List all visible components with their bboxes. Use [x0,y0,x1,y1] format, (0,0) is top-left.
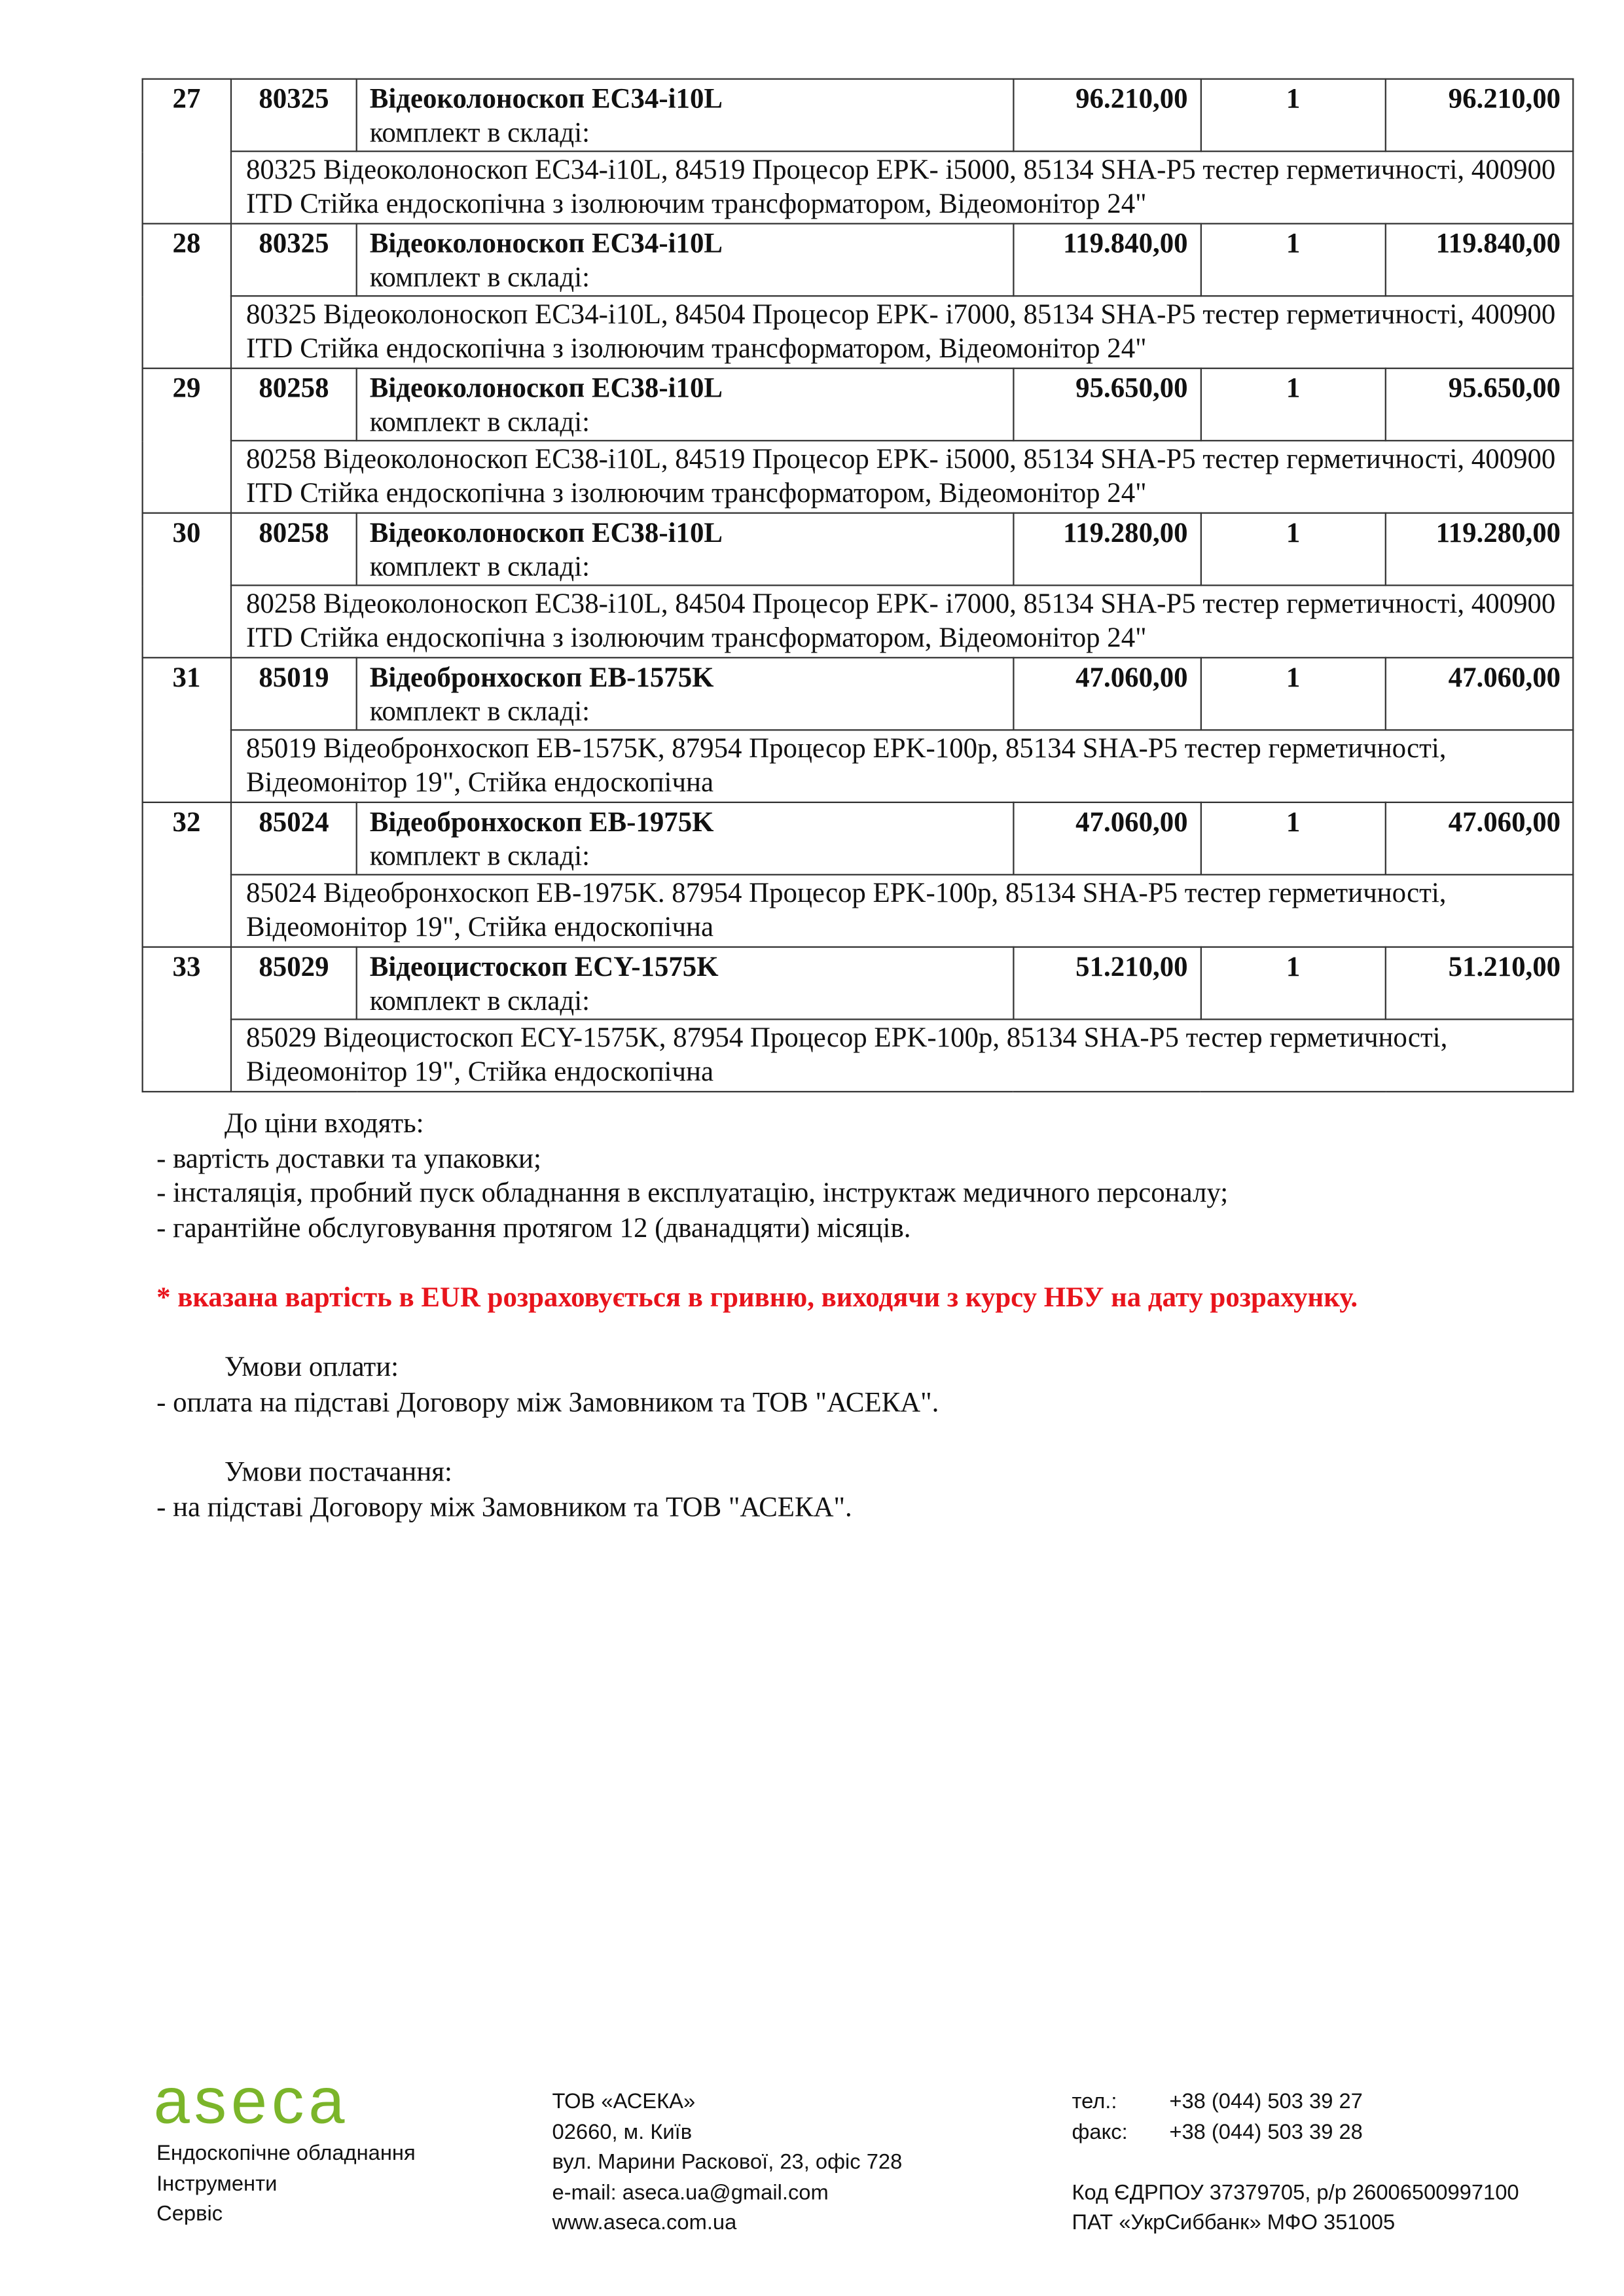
item-name: Відеобронхоскоп EB-1575K [369,662,714,694]
company-city: 02660, м. Київ [552,2121,693,2145]
item-description: 80258 Відеоколоноскоп EC38-i10L, 84519 Процесор EPK- i5000, 85134 SHA-P5 тестер герметичності, 400900 ITD Стійка ендоскопічна з ізолюючим трансформатором, Відеомонітор 24" [230,440,1573,513]
item-total: 51.210,00 [1386,947,1573,1020]
table-row [143,224,1574,296]
included-title: До ціни входять: [224,1108,424,1140]
item-total: 47.060,00 [1386,802,1573,875]
table-row-description [143,874,1574,947]
item-code: 80325 [230,79,357,152]
item-total: 119.280,00 [1386,513,1573,586]
item-description: 80325 Відеоколоноскоп EC34-i10L, 84519 Процесор EPK- i5000, 85134 SHA-P5 тестер герметичності, 400900 ITD Стійка ендоскопічна з ізолюючим трансформатором, Відеомонітор 24" [230,151,1573,224]
item-sub: комплект в складі: [369,262,590,294]
table-row-description [143,1019,1574,1092]
row-number: 33 [143,947,231,1092]
tel-number: +38 (044) 503 39 27 [1169,2090,1363,2114]
tagline-line: Ендоскопічне обладнання [156,2142,416,2166]
currency-note: * вказана вартість в EUR розраховується в гривню, виходячи з курсу НБУ на дату розрахунку. [156,1283,1358,1314]
item-qty: 1 [1200,802,1386,875]
fax-number: +38 (044) 503 39 28 [1169,2121,1363,2145]
item-qty: 1 [1200,513,1386,586]
company-email[interactable]: e-mail: aseca.ua@gmail.com [552,2181,829,2205]
tagline-line: Сервіс [156,2202,223,2227]
item-price: 96.210,00 [1013,79,1200,152]
company-address: вул. Марини Раскової, 23, офіс 728 [552,2151,903,2175]
table-row [143,79,1574,152]
included-item: - вартість доставки та упаковки; [156,1143,541,1175]
delivery-terms [156,1456,852,1525]
bank-name: ПАТ «УкрСиббанк» МФО 351005 [1072,2211,1396,2235]
item-price: 51.210,00 [1013,947,1200,1020]
row-number: 27 [143,79,231,224]
item-qty: 1 [1200,79,1386,152]
included-item: - гарантійне обслуговування протягом 12 (дванадцяти) місяців. [156,1212,911,1244]
item-description: 85019 Відеобронхоскоп EB-1575K, 87954 Процесор EPK-100p, 85134 SHA-P5 тестер герметичності, Відеомонітор 19", Стійка ендоскопічна [230,730,1573,802]
item-qty: 1 [1200,224,1386,296]
item-name-cell [357,658,1013,730]
item-sub: комплект в складі: [369,552,590,583]
company-name: ТОВ «АСЕКА» [552,2090,696,2114]
tagline-line: Інструменти [156,2172,278,2197]
tel-label: тел.: [1072,2090,1117,2114]
item-total: 96.210,00 [1386,79,1573,152]
price-table [142,79,1574,1093]
row-number: 32 [143,802,231,947]
row-number: 29 [143,368,231,513]
item-name-cell [357,79,1013,152]
table-row [143,947,1574,1020]
table-row-description [143,730,1574,802]
item-price: 95.650,00 [1013,368,1200,441]
item-qty: 1 [1200,658,1386,730]
table-row-description [143,440,1574,513]
item-sub: комплект в складі: [369,986,590,1018]
item-name: Відеоколоноскоп EC34-i10L [369,228,723,260]
item-description: 80325 Відеоколоноскоп EC34-i10L, 84504 Процесор EPK- i7000, 85134 SHA-P5 тестер герметичності, 400900 ITD Стійка ендоскопічна з ізолюючим трансформатором, Відеомонітор 24" [230,296,1573,368]
item-total: 95.650,00 [1386,368,1573,441]
price-includes [156,1107,1228,1246]
aseca-logo: aseca [153,2065,350,2138]
row-number: 31 [143,658,231,802]
item-name: Відеобронхоскоп EB-1975K [369,807,714,839]
footer-company [552,2087,903,2238]
item-code: 80258 [230,368,357,441]
payment-terms [156,1351,939,1420]
company-website[interactable]: www.aseca.com.ua [552,2211,737,2235]
item-code: 85029 [230,947,357,1020]
delivery-text: - на підставі Договору між Замовником та ТОВ "АСЕКА". [156,1492,852,1523]
item-price: 119.280,00 [1013,513,1200,586]
bank-code: Код ЄДРПОУ 37379705, р/р 26006500997100 [1072,2181,1519,2205]
item-total: 47.060,00 [1386,658,1573,730]
row-number: 30 [143,513,231,658]
item-code: 85024 [230,802,357,875]
table-row-description [143,296,1574,368]
delivery-title: Умови постачання: [224,1457,452,1488]
item-name-cell [357,802,1013,875]
item-sub: комплект в складі: [369,841,590,873]
table-row [143,368,1574,441]
table-row [143,658,1574,730]
item-name-cell [357,513,1013,586]
item-qty: 1 [1200,947,1386,1020]
footer-tagline [156,2139,416,2230]
table-row-description [143,585,1574,658]
item-name-cell [357,368,1013,441]
fax-label: факс: [1072,2121,1128,2145]
item-description: 85024 Відеобронхоскоп EB-1975K. 87954 Процесор EPK-100p, 85134 SHA-P5 тестер герметичності, Відеомонітор 19", Стійка ендоскопічна [230,874,1573,947]
item-sub: комплект в складі: [369,696,590,728]
table-row [143,513,1574,586]
item-code: 80325 [230,224,357,296]
row-number: 28 [143,224,231,368]
item-price: 47.060,00 [1013,658,1200,730]
footer-contacts [1072,2087,1519,2238]
item-name-cell [357,947,1013,1020]
item-name: Відеоколоноскоп EC38-i10L [369,373,723,405]
item-name: Відеоцистоскоп ECY-1575K [369,952,719,984]
item-description: 85029 Відеоцистоскоп ECY-1575K, 87954 Процесор EPK-100p, 85134 SHA-P5 тестер герметичності, Відеомонітор 19", Стійка ендоскопічна [230,1019,1573,1092]
item-sub: комплект в складі: [369,118,590,149]
payment-title: Умови оплати: [224,1352,399,1384]
included-item: - інсталяція, пробний пуск обладнання в експлуатацію, інструктаж медичного персоналу; [156,1177,1229,1210]
item-sub: комплект в складі: [369,407,590,439]
item-code: 80258 [230,513,357,586]
item-name: Відеоколоноскоп EC38-i10L [369,518,723,550]
item-price: 119.840,00 [1013,224,1200,296]
item-price: 47.060,00 [1013,802,1200,875]
item-description: 80258 Відеоколоноскоп EC38-i10L, 84504 Процесор EPK- i7000, 85134 SHA-P5 тестер герметичності, 400900 ITD Стійка ендоскопічна з ізолюючим трансформатором, Відеомонітор 24" [230,585,1573,658]
item-name: Відеоколоноскоп EC34-i10L [369,84,723,115]
table-row-description [143,151,1574,224]
payment-text: - оплата на підставі Договору між Замовником та ТОВ "АСЕКА". [156,1387,939,1418]
item-code: 85019 [230,658,357,730]
item-total: 119.840,00 [1386,224,1573,296]
item-name-cell [357,224,1013,296]
table-row [143,802,1574,875]
item-qty: 1 [1200,368,1386,441]
